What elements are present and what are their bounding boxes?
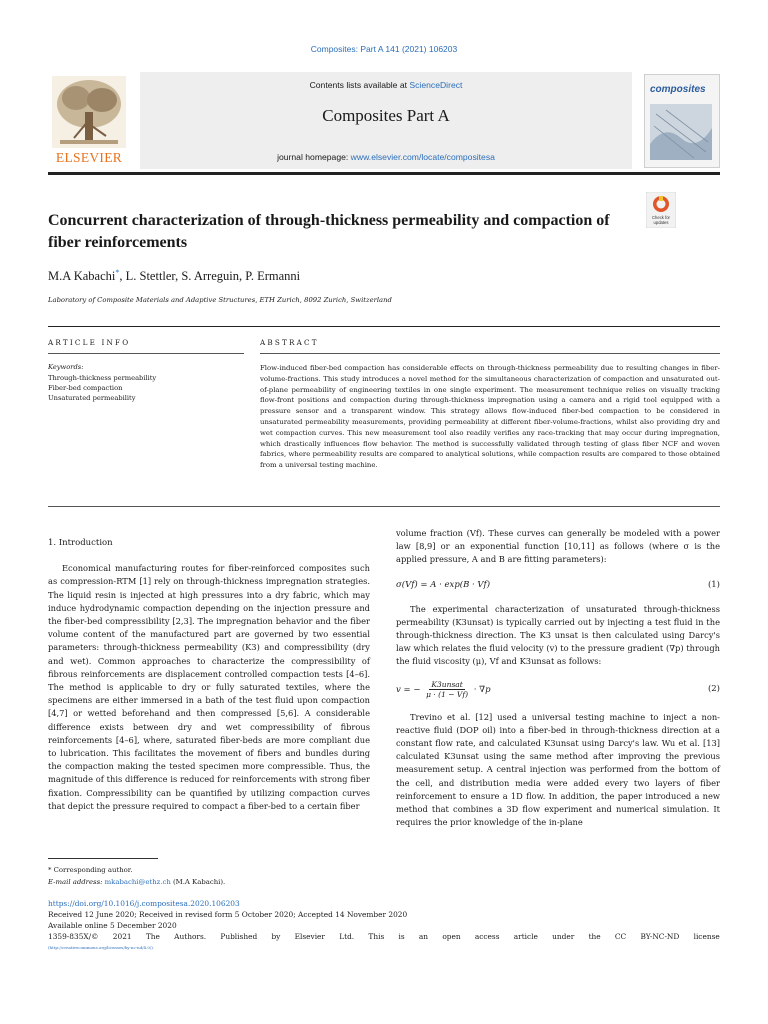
affiliation: Laboratory of Composite Materials and Adaptive Structures, ETH Zurich, 8092 Zurich, Switzerland [48, 296, 392, 304]
elsevier-wordmark[interactable]: ELSEVIER [55, 150, 123, 165]
body-paragraph: volume fraction (Vf). These curves can generally be modeled with a power law [8,9] or an exponential function [10,11] as follows (where σ is the applied pressure, A and B are fitting parameters): [396, 528, 720, 565]
homepage-line [140, 152, 632, 162]
email-label: E-mail address: [48, 878, 105, 886]
equation-2-rhs: · ∇p [473, 685, 491, 696]
cover-title: composites [650, 84, 706, 95]
abstract-body: Flow-induced fiber-bed compaction has considerable effects on through-thickness permeability due to resulting changes in fiber-volume-fractions. This study introduces a novel method for the simultaneous characterization of compaction and unsaturated out-of-plane permeability of engineering textiles in one single experiment. The measurement technique relies on visually tracking flow-front positions and compaction during through-thickness impregnation using a camera and a rigid tool equipped with a pressure sensor and a transparent window. This strategy allows flow-induced fiber-bed compaction to be considered in unsaturated permeability measurements, providing permeability at different fiber-volume-fractions, whilst also providing dry and wet compaction curves. This new measurement tool also readily verifies any race-tracking that may occur during impregnation, which drastically influences flow behavior. The method is successfully validated through testing of glass fiber NCF and woven fabrics, where permeability results are compared to analytical solutions, while compaction results are compared to those obtained from a universal testing machine. [260, 364, 720, 470]
section-heading: 1. Introduction [48, 538, 113, 548]
check-badge-line2: updates [653, 220, 669, 225]
article-info-heading: ARTICLE INFO [48, 338, 131, 347]
license-word: 2021 [112, 932, 132, 941]
journal-reference[interactable]: Composites: Part A 141 (2021) 106203 [310, 44, 458, 54]
right-column [396, 527, 720, 829]
keyword-item: Unsaturated permeability [48, 394, 136, 402]
body-paragraph: Trevino et al. [12] used a universal testing machine to inject a non-reactive fluid (DOP oil) into a fiber-bed in through-thickness direction at a constant flow rate, and calculated K3unsat using Darcy's law. Wu et al. [13] calculated K3unsat using the same method after improving the previous measurement setup. A central injection was performed from the bottom of the cell, and distribution media were added every two layers of fiber reinforcement to ensure a 1D flow. In addition, the paper introduced a new method that combines a 3D flow experiment and numerical simulation. It requires the prior knowledge of the in-plane [396, 711, 720, 828]
corresponding-mark[interactable]: * [115, 268, 120, 277]
email-suffix: (M.A Kabachi). [170, 878, 226, 886]
license-url[interactable]: (http://creativecommons.org/licenses/by-nc-nd/4.0/). [48, 945, 155, 950]
license-word: license [693, 932, 720, 941]
check-badge-line1: Check for [652, 215, 670, 220]
email-link[interactable]: mkabachi@ethz.ch [104, 878, 171, 886]
sciencedirect-link[interactable]: ScienceDirect [409, 80, 463, 90]
received-dates: Received 12 June 2020; Received in revised form 5 October 2020; Accepted 14 November 2020 [48, 910, 408, 919]
publication-info [48, 898, 720, 953]
author-name[interactable]: M.A Kabachi [48, 269, 116, 284]
author-list: M.A Kabachi*, L. Stettler, S. Arreguin, P. Ermanni [48, 268, 301, 284]
corresponding-footnote: * Corresponding author. [48, 866, 133, 874]
equation-2-number: (2) [707, 684, 720, 695]
license-word: Published [220, 932, 258, 941]
license-word: The [145, 932, 160, 941]
check-for-updates-icon[interactable] [646, 192, 676, 228]
author-name[interactable]: P. Ermanni [245, 269, 301, 284]
abstract-rule [260, 353, 720, 354]
license-word: 1359-835X/© [48, 932, 99, 941]
equation-1-number: (1) [707, 580, 720, 590]
equation-2-numerator: K3unsat [431, 680, 463, 690]
body-paragraph: Economical manufacturing routes for fiber-reinforced composites such as compression-RTM [1] rely on through-thickness impregnation strategies. The liquid resin is injected at high pressures into a dry fabric, which may induce hydrodynamic compaction depending on the injection pressure and the fiber-bed compressibility [2,3]. The impregnation behavior and the fiber volume content of the manufactured part are governed by two essential parameters: through-thickness permeability (K3) and compressibility (dry and wet). Common approaches to characterize the compressibility of fibrous reinforcements are displacement controlled compaction tests [4–6]. The method is applicable to dry or fully saturated textiles, where the specimens are either immersed in a bath of the test fluid upon compaction [4,7] or wetted beforehand and then compressed [5,6]. A considerable difference exists between dry and wet compressibility of fibrous reinforcements [4–6], where, saturated fiber-beds are more compliant due to lubrication. This facilitates the movement of fibers and bundles during the compaction making the tested specimen more compressible. Thus, the magnitude of this difference is reduced for reinforcements with strong fiber fixation. Compressibility can be quantified by utilizing compaction curves that depict the pressure required to compact a fiber-bed to a certain fiber [48, 563, 370, 811]
equation-2 [396, 677, 720, 703]
abstract-end-rule [48, 506, 720, 507]
license-word: open [442, 932, 461, 941]
equation-1 [396, 575, 720, 597]
article-title: Concurrent characterization of through-thickness permeability and compaction of fiber reinforcements [48, 212, 610, 251]
license-word: CC [614, 932, 627, 941]
equation-2-fraction [426, 680, 468, 699]
contents-line [140, 80, 632, 90]
journal-title: Composites Part A [322, 106, 450, 125]
email-footnote [48, 878, 225, 886]
license-word: Authors. [174, 932, 207, 941]
license-word: article [513, 932, 538, 941]
section-divider [48, 326, 720, 327]
article-info-rule [48, 353, 244, 354]
keyword-item: Through-thickness permeability [48, 374, 157, 382]
equation-1-expression: σ(Vf) = A · exp(B · Vf) [396, 580, 491, 590]
equation-2-denominator: μ · (1 − Vf) [426, 690, 469, 700]
license-word: an [418, 932, 429, 941]
abstract-heading: ABSTRACT [260, 338, 319, 347]
keyword-item: Fiber-bed compaction [48, 384, 123, 392]
keyword-list [48, 373, 156, 403]
body-paragraph: The experimental characterization of unsaturated through-thickness permeability (K3unsat) is typically carried out by injecting a test fluid in the through-thickness direction. The K3 unsat is then calculated using Darcy's law which relates the fluid velocity (v) to the pressure gradient (∇p) through the fluid viscosity (μ), Vf and K3unsat as follows: [396, 603, 720, 667]
author-name[interactable]: L. Stettler [125, 269, 176, 284]
license-word: Ltd. [339, 932, 355, 941]
license-word: Elsevier [294, 932, 325, 941]
license-word: BY-NC-ND [640, 932, 680, 941]
license-word: the [588, 932, 601, 941]
homepage-prefix: journal homepage: [277, 152, 351, 162]
keywords-label: Keywords: [48, 363, 84, 371]
license-word: access [474, 932, 500, 941]
footnote-rule [48, 858, 158, 859]
homepage-link[interactable]: www.elsevier.com/locate/compositesa [350, 152, 495, 162]
license-word: under [552, 932, 575, 941]
license-line [48, 931, 720, 942]
author-name[interactable]: S. Arreguin [181, 269, 239, 284]
license-word: is [398, 932, 405, 941]
license-word: by [271, 932, 281, 941]
equation-2-lhs: v = − [396, 685, 421, 696]
doi-link[interactable]: https://doi.org/10.1016/j.compositesa.2020.106203 [48, 899, 240, 908]
cover-image-icon [650, 104, 712, 160]
intro-column [48, 537, 370, 813]
available-online: Available online 5 December 2020 [48, 921, 177, 930]
contents-prefix: Contents lists available at [309, 80, 410, 90]
license-word: This [368, 932, 385, 941]
